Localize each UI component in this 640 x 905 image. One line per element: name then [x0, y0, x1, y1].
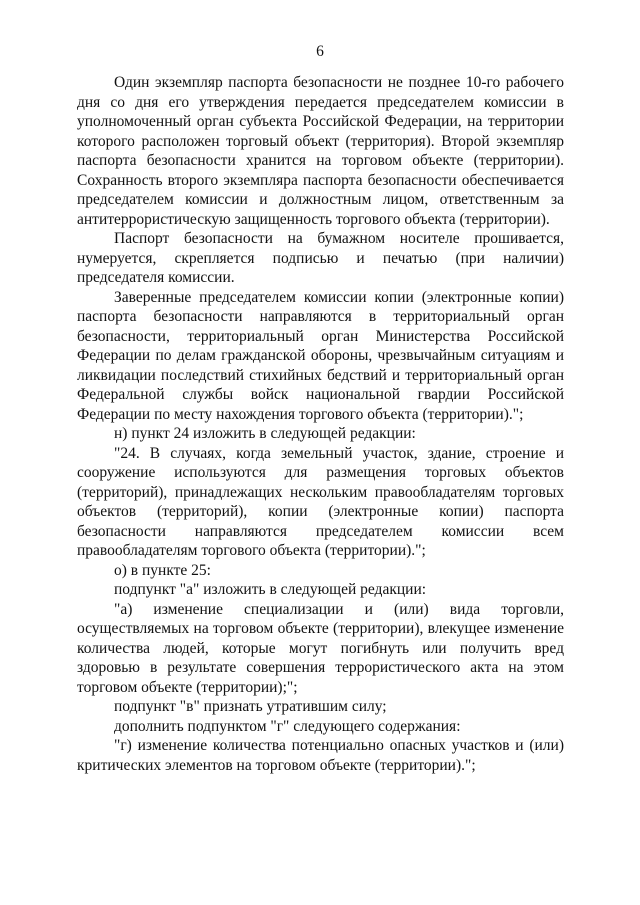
- paragraph-item-o: о) в пункте 25:: [114, 561, 211, 579]
- paragraph-passport-copies: Один экземпляр паспорта безопасности не позднее 10-го рабочего дня со дня его утверждения передается председателем комиссии в уполномоченный орган субъекта Российской Федерации, на территории которого расположен торговый объект (территория). Второй экземпляр паспорта безопасности хранится на торговом объекте (территории). Сохранность второго экземпляра паспорта безопасности обеспечивается председателем комиссии и должностным лицом, ответственным за антитеррористическую защищенность торгового объекта (территории).: [77, 74, 564, 228]
- document-body: [77, 73, 564, 775]
- paragraph-subitem-a-intro: подпункт "а" изложить в следующей редакции:: [114, 581, 427, 598]
- paragraph-point-24: "24. В случаях, когда земельный участок, здание, строение и сооружение используются для размещения торговых объектов (территорий), принадлежащих нескольким правообладателям торговых объектов (территорий), копии (электронные копии) паспорта безопасности направляются председателем комиссии всем правообладателям торгового объекта (территории).";: [77, 444, 564, 559]
- paragraph-subitem-v: подпункт "в" признать утратившим силу;: [114, 698, 387, 715]
- paragraph-certified-copies: Заверенные председателем комиссии копии (электронные копии) паспорта безопасности направляются в территориальный орган безопасности, территориальный орган Министерства Российской Федерации по делам гражданской обороны, чрезвычайным ситуациям и ликвидации последствий стихийных бедствий и территориальный орган Федеральной службы войск национальной гвардии Российской Федерации по месту нахождения торгового объекта (территории).";: [77, 288, 564, 423]
- paragraph-subitem-a-text: "а) изменение специализации и (или) вида торговли, осуществляемых на торговом объекте (территории), влекущее изменение количества людей, которые могут погибнуть или получить вред здоровью в результате совершения террористического акта на этом торговом объекте (территории);";: [77, 600, 564, 696]
- paragraph-item-n: н) пункт 24 изложить в следующей редакции:: [114, 425, 416, 442]
- paragraph-passport-binding: Паспорт безопасности на бумажном носителе прошивается, нумеруется, скрепляется подписью и печатью (при наличии) председателя комиссии.: [77, 230, 564, 286]
- paragraph-subitem-g-text: "г) изменение количества потенциально опасных участков и (или) критических элементов на торговом объекте (территории).";: [77, 737, 564, 774]
- page-number: 6: [316, 43, 324, 60]
- paragraph-subitem-g-intro: дополнить подпунктом "г" следующего содержания:: [114, 717, 461, 735]
